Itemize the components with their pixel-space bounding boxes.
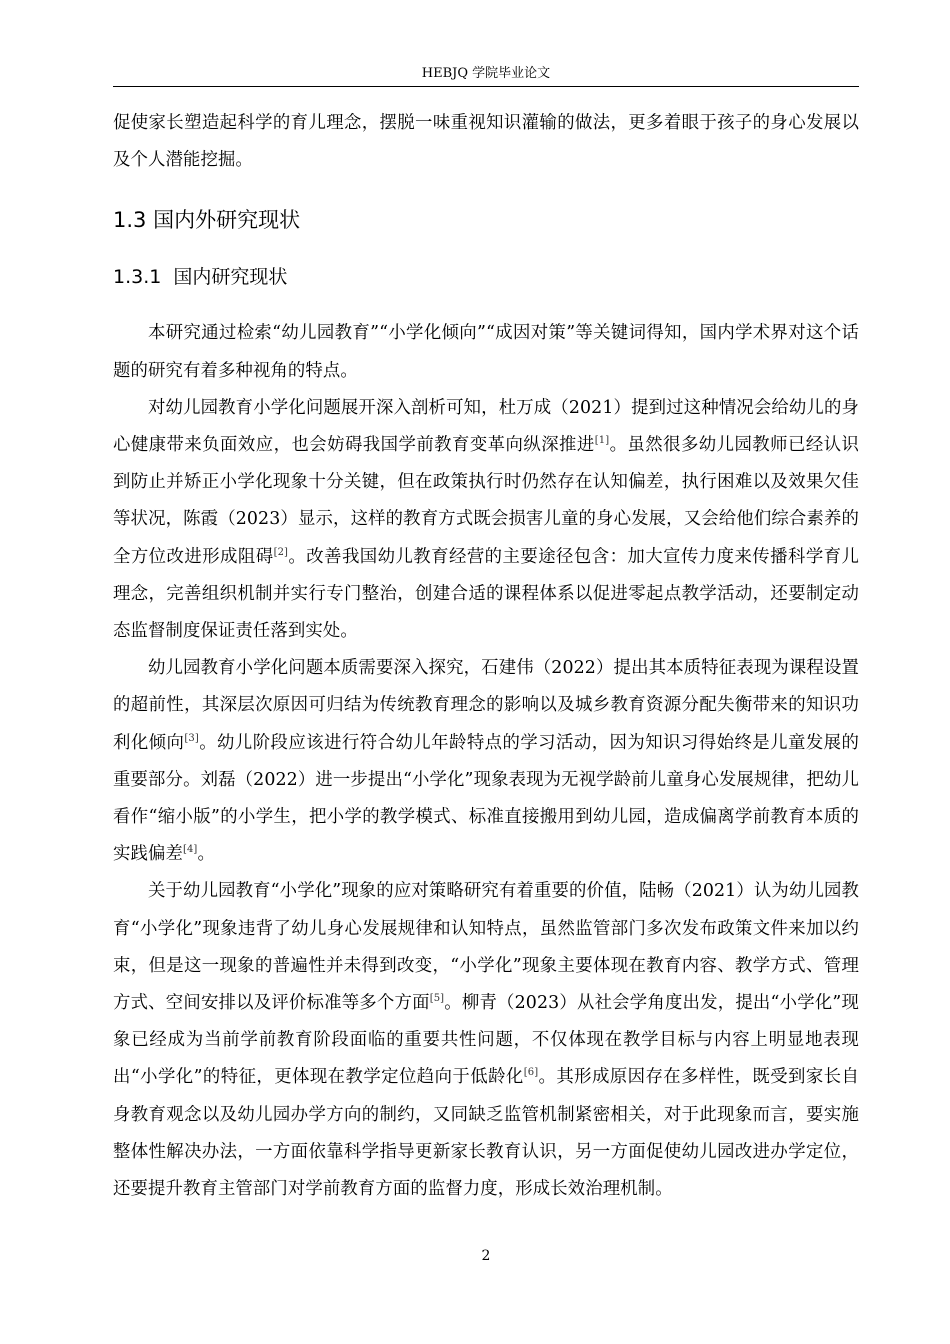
paragraph-text: 对幼儿园教育小学化问题展开深入剖析可知，杜万成（2021）提到过这种情况会给幼儿的身心健康带来负面效应，也会妨碍我国学前教育变革向纵深推进	[113, 397, 859, 456]
subsection-heading	[113, 263, 859, 291]
citation-4[interactable]: [4]	[182, 844, 198, 856]
page-header: HEBJQ 学院毕业论文	[421, 66, 551, 81]
paragraph-text: 。幼儿阶段应该进行符合幼儿年龄特点的学习活动，因为知识习得始终是儿童发展的重要部分。刘磊（2022）进一步提出“小学化”现象表现为无视学龄前儿童身心发展规律，把幼儿看作“缩小版”的小学生，把小学的教学模式、标准直接搬用到幼儿园，造成偏离学前教育本质的实践偏差	[113, 732, 859, 865]
paragraph-text: 。虽然很多幼儿园教师已经认识到防止并矫正小学化现象十分关键，但在政策执行时仍然存在认知偏差，执行困难以及效果欠佳等状况，陈霞（2023）显示，这样的教育方式既会损害儿童的身心发展，又会给他们综合素养的全方位改进形成阻碍	[113, 435, 860, 567]
paragraph-text: 。	[197, 844, 215, 865]
paragraph-continued: 促使家长塑造起科学的育儿理念，摆脱一味重视知识灌输的做法，更多着眼于孩子的身心发展以及个人潜能挖掘。	[113, 113, 859, 171]
subsection-number: 1.3.1	[113, 266, 162, 289]
header-rule	[113, 86, 859, 87]
paragraph-text: 。柳青（2023）从社会学角度出发，提出“小学化”现象已经成为当前学前教育阶段面临的重要共性问题，不仅体现在教学目标与内容上明显地表现出“小学化”的特征，更体现在教学定位趋向于低龄化	[113, 993, 859, 1088]
paragraph-strategies	[113, 873, 859, 1208]
paragraph-text: 幼儿园教育小学化问题本质需要深入探究，石建伟（2022）提出其本质特征表现为课程设置的超前性，其深层次原因可归结为传统教育理念的影响以及城乡教育资源分配失衡带来的知识功利化倾向	[113, 658, 859, 753]
citation-3[interactable]: [3]	[184, 732, 199, 744]
page-number: 2	[481, 1248, 491, 1264]
citation-5[interactable]: [5]	[429, 993, 445, 1005]
section-heading: 1.3 国内外研究现状	[113, 208, 301, 233]
paragraph-essence	[113, 650, 859, 873]
paragraph-text: 。改善我国幼儿教育经营的主要途径包含：加大宣传力度来传播科学育儿理念，完善组织机制并实行专门整治，创建合适的课程体系以促进零起点教学活动，还要制定动态监督制度保证责任落到实处。	[113, 546, 860, 642]
paragraph-causes	[113, 390, 859, 650]
citation-2[interactable]: [2]	[273, 546, 289, 558]
paragraph-intro: 本研究通过检索“幼儿园教育”“小学化倾向”“成因对策”等关键词得知，国内学术界对这个话题的研究有着多种视角的特点。	[113, 323, 859, 381]
paragraph-text: 。其形成原因存在多样性，既受到家长自身教育观念以及幼儿园办学方向的制约，又同缺乏监管机制紧密相关，对于此现象而言，要实施整体性解决办法，一方面依靠科学指导更新家长教育认识，另一方面促使幼儿园改进办学定位，还要提升教育主管部门对学前教育方面的监督力度，形成长效治理机制。	[113, 1067, 859, 1200]
subsection-title: 国内研究现状	[173, 266, 288, 289]
paragraph-text: 关于幼儿园教育“小学化”现象的应对策略研究有着重要的价值，陆畅（2021）认为幼儿园教育“小学化”现象违背了幼儿身心发展规律和认知特点，虽然监管部门多次发布政策文件来加以约束，但是这一现象的普遍性并未得到改变，“小学化”现象主要体现在教育内容、教学方式、管理方式、空间安排以及评价标准等多个方面	[113, 881, 859, 1014]
page-body	[113, 105, 859, 1208]
citation-6[interactable]: [6]	[523, 1067, 539, 1079]
citation-1[interactable]: [1]	[594, 435, 610, 447]
